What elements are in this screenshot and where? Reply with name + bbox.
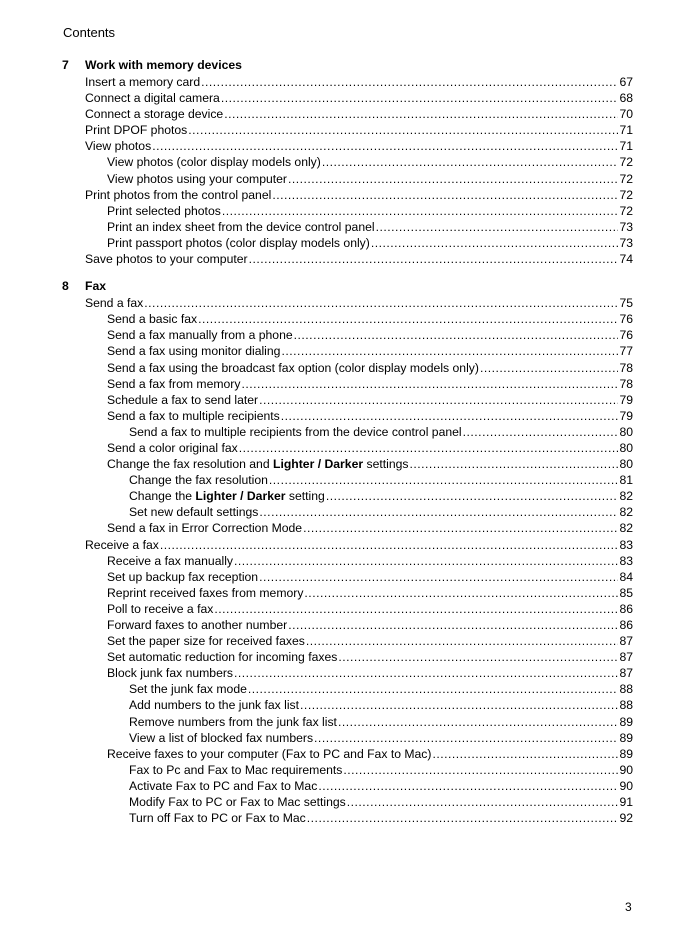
toc-page-number: 72 — [619, 203, 633, 218]
toc-entry[interactable] — [62, 601, 633, 617]
toc-entry-title — [107, 617, 287, 633]
toc-entry-text: Turn off Fax to PC or Fax to Mac — [129, 811, 306, 826]
toc-entry-title — [107, 649, 337, 665]
toc-page-number: 84 — [619, 569, 633, 584]
toc-entry-text: Set the junk fax mode — [129, 682, 247, 697]
toc-entry[interactable] — [62, 778, 633, 794]
toc-entry-title — [85, 106, 223, 122]
toc-entry[interactable] — [62, 187, 633, 203]
toc-entry-title — [129, 730, 313, 746]
toc-page-number: 76 — [619, 312, 633, 327]
toc-entry-title — [107, 154, 321, 170]
toc-entry-title — [85, 295, 143, 311]
dot-leader — [259, 504, 618, 520]
toc-entry-title — [129, 424, 462, 440]
toc-page-number: 83 — [619, 537, 633, 552]
dot-leader — [338, 714, 618, 730]
toc-page-number: 90 — [619, 762, 633, 777]
toc-entry-text: Print an index sheet from the device control panel — [107, 219, 375, 234]
toc-entry-text: Send a basic fax — [107, 312, 198, 327]
toc-entry-text: Send a fax in Error Correction Mode — [107, 521, 303, 536]
dot-leader — [318, 778, 618, 794]
dot-leader — [234, 553, 618, 569]
toc-entry-title — [107, 408, 280, 424]
toc-entry-title — [107, 456, 409, 472]
toc-entry-title — [85, 138, 151, 154]
toc-page-number: 81 — [619, 473, 633, 488]
toc-page-number: 91 — [619, 795, 633, 810]
toc-entry-text: Send a color original fax — [107, 440, 238, 455]
toc-page-number: 67 — [619, 75, 633, 89]
toc-page-number: 86 — [619, 601, 633, 616]
toc-entry-title — [129, 794, 346, 810]
toc-entry-bold-text: Lighter / Darker — [273, 457, 364, 472]
toc-entry-text: View photos using your computer — [107, 171, 287, 186]
toc-entry-text: Save photos to your computer — [85, 252, 248, 267]
toc-entry[interactable] — [62, 392, 633, 408]
toc-entry-text: Remove numbers from the junk fax list — [129, 714, 337, 729]
dot-leader — [198, 311, 618, 327]
toc-page-number: 73 — [619, 219, 633, 234]
toc-entry[interactable] — [62, 154, 633, 170]
toc-page-number: 71 — [619, 139, 633, 154]
toc-entry-title — [107, 203, 221, 219]
chapter-section — [62, 277, 633, 826]
toc-entry[interactable] — [62, 633, 633, 649]
dot-leader — [371, 235, 619, 251]
toc-page-number: 87 — [619, 634, 633, 649]
toc-entry[interactable] — [62, 251, 633, 267]
toc-entry-title — [107, 601, 213, 617]
page-header: Contents — [63, 25, 116, 40]
toc-entry-text: Send a fax — [85, 296, 144, 311]
toc-entry-title — [107, 440, 238, 456]
toc-entry-text: Print photos from the control panel — [85, 187, 272, 202]
dot-leader — [224, 106, 618, 122]
toc-entry-text: Send a fax using monitor dialing — [107, 344, 281, 359]
chapter-number: 8 — [62, 279, 69, 294]
toc-entry-text: Set new default settings — [129, 505, 259, 520]
dot-leader — [326, 488, 619, 504]
toc-entry-title — [85, 251, 248, 267]
toc-entry-text: Fax to Pc and Fax to Mac requirements — [129, 762, 343, 777]
dot-leader — [306, 633, 619, 649]
dot-leader — [201, 74, 618, 90]
toc-entry[interactable] — [62, 122, 633, 138]
dot-leader — [144, 295, 618, 311]
toc-page-number: 74 — [619, 252, 633, 267]
dot-leader — [294, 327, 619, 343]
toc-entry-text: Receive a fax — [85, 537, 159, 552]
toc-entry-text: Send a fax to multiple recipients from the device control panel — [129, 424, 462, 439]
toc-entry[interactable] — [62, 235, 633, 251]
toc-page-number: 71 — [619, 123, 633, 138]
dot-leader — [214, 601, 618, 617]
toc-entry-title — [107, 553, 233, 569]
toc-entry-text: Block junk fax numbers — [107, 666, 233, 681]
toc-page-number: 75 — [619, 296, 633, 311]
dot-leader — [303, 520, 618, 536]
dot-leader — [463, 424, 619, 440]
toc-entry-title — [85, 187, 271, 203]
toc-page-number: 82 — [619, 505, 633, 520]
toc-entry-text: Receive faxes to your computer (Fax to PC and Fax to Mac) — [107, 746, 432, 761]
dot-leader — [241, 376, 618, 392]
toc-entry-text: Send a fax using the broadcast fax option (color display models only) — [107, 360, 479, 375]
toc-page-number: 80 — [619, 457, 633, 472]
toc-entry-text: Print DPOF photos — [85, 123, 188, 138]
toc-entry-title — [85, 537, 159, 553]
toc-entry[interactable] — [62, 74, 633, 90]
toc-entry[interactable] — [62, 472, 633, 488]
toc-entry-title — [129, 778, 317, 794]
dot-leader — [239, 440, 619, 456]
dot-leader — [272, 187, 618, 203]
toc-page-number: 77 — [619, 344, 633, 359]
toc-entry-title — [107, 665, 233, 681]
toc-page-number: 80 — [619, 424, 633, 439]
dot-leader — [410, 456, 619, 472]
toc-entry[interactable] — [62, 456, 633, 472]
toc-entry[interactable] — [62, 408, 633, 424]
toc-entry[interactable] — [62, 762, 633, 778]
toc-entry[interactable] — [62, 171, 633, 187]
dot-leader — [249, 251, 619, 267]
toc-entry[interactable] — [62, 504, 633, 520]
toc-entry-text: Forward faxes to another number — [107, 618, 288, 632]
toc-entry-text: Send a fax to multiple recipients — [107, 408, 280, 423]
toc-page-number: 76 — [619, 328, 633, 343]
toc-entry-title — [85, 90, 220, 106]
toc-entry-text: Receive a fax manually — [107, 553, 233, 568]
dot-leader — [259, 392, 618, 408]
dot-leader — [300, 697, 618, 713]
toc-entry-title — [107, 235, 370, 251]
toc-entry-title — [129, 810, 306, 826]
dot-leader — [288, 617, 618, 633]
dot-leader — [343, 762, 618, 778]
toc-entry-text: Insert a memory card — [85, 75, 201, 89]
toc-entry[interactable] — [62, 665, 633, 681]
toc-page-number: 68 — [619, 91, 633, 106]
toc-entry-title — [107, 311, 197, 327]
toc-entry[interactable] — [62, 219, 633, 235]
toc-page-number: 72 — [619, 187, 633, 202]
toc-entry[interactable] — [62, 649, 633, 665]
toc-entry[interactable] — [62, 746, 633, 762]
toc-entry[interactable] — [62, 327, 633, 343]
toc-entry[interactable] — [62, 585, 633, 601]
toc-entry-text: Send a fax from memory — [107, 376, 241, 391]
dot-leader — [281, 343, 618, 359]
dot-leader — [222, 203, 619, 219]
toc-entry-text: Print passport photos (color display models only) — [107, 235, 370, 250]
dot-leader — [160, 537, 619, 553]
toc-entry-text: View photos (color display models only) — [107, 155, 321, 170]
toc-page-number: 89 — [619, 730, 633, 745]
chapter-section — [62, 56, 633, 267]
toc-entry-text: Set the paper size for received faxes — [107, 634, 305, 649]
toc-entry-text-suffix: setting — [285, 489, 325, 504]
toc-page-number: 70 — [619, 107, 633, 122]
chapter-title: Work with memory devices — [85, 58, 242, 72]
dot-leader — [188, 122, 618, 138]
toc-entry-title — [129, 697, 299, 713]
toc-entry[interactable] — [62, 311, 633, 327]
toc-page-number: 82 — [619, 489, 633, 504]
toc-page-number: 82 — [619, 521, 633, 536]
dot-leader — [314, 730, 618, 746]
toc-entry-text: Set up backup fax reception — [107, 569, 259, 584]
toc-page-number: 89 — [619, 714, 633, 729]
toc-entry[interactable] — [62, 488, 633, 504]
toc-page-number: 88 — [619, 682, 633, 697]
toc-entry-title — [107, 171, 287, 187]
toc-entry-text: Activate Fax to PC and Fax to Mac — [129, 778, 318, 793]
toc-entry[interactable] — [62, 106, 633, 122]
dot-leader — [338, 649, 618, 665]
toc-page-number: 79 — [619, 392, 633, 407]
toc-entry-title — [107, 327, 293, 343]
toc-entry[interactable] — [62, 810, 633, 826]
toc-entry[interactable] — [62, 203, 633, 219]
toc-entry[interactable] — [62, 681, 633, 697]
dot-leader — [221, 90, 619, 106]
toc-page-number: 79 — [619, 408, 633, 423]
chapter-heading[interactable] — [62, 277, 633, 295]
toc-entry[interactable] — [62, 520, 633, 536]
toc-entry-title — [107, 633, 305, 649]
dot-leader — [347, 794, 619, 810]
toc-entry[interactable] — [62, 714, 633, 730]
toc-page-number: 92 — [619, 811, 633, 826]
toc-entry[interactable] — [62, 138, 633, 154]
page-number: 3 — [625, 900, 632, 914]
toc-page-number: 83 — [619, 553, 633, 568]
toc-entry-title — [107, 376, 240, 392]
toc-page-number: 87 — [619, 650, 633, 665]
toc-entry-text: Change the fax resolution and — [107, 457, 274, 472]
toc-entry-title — [107, 746, 431, 762]
toc-entry-title — [129, 488, 325, 504]
dot-leader — [269, 472, 619, 488]
chapter-number: 7 — [62, 58, 69, 72]
dot-leader — [152, 138, 618, 154]
toc-entry-text: Send a fax manually from a phone — [107, 328, 293, 343]
toc-entry-text: Print selected photos — [107, 203, 221, 218]
toc-entry[interactable] — [62, 360, 633, 376]
toc-entry[interactable] — [62, 440, 633, 456]
dot-leader — [281, 408, 619, 424]
toc-page-number: 85 — [619, 585, 633, 600]
toc-page-number: 72 — [619, 171, 633, 186]
toc-page-number: 89 — [619, 746, 633, 761]
dot-leader — [304, 585, 618, 601]
toc-entry-text: Poll to receive a fax — [107, 601, 214, 616]
dot-leader — [307, 810, 619, 826]
toc-entry[interactable] — [62, 730, 633, 746]
toc-entry-text: View photos — [85, 139, 152, 154]
toc-entry-title — [107, 585, 303, 601]
toc-entry-text: Modify Fax to PC or Fax to Mac settings — [129, 795, 346, 810]
toc-entry[interactable] — [62, 424, 633, 440]
toc-entry-title — [107, 219, 375, 235]
toc-entry-text: Change the — [129, 489, 196, 504]
toc-entry[interactable] — [62, 90, 633, 106]
toc-page-number: 80 — [619, 440, 633, 455]
toc-entry[interactable] — [62, 343, 633, 359]
dot-leader — [376, 219, 619, 235]
toc-entry[interactable] — [62, 569, 633, 585]
toc-page-number: 88 — [619, 698, 633, 713]
toc-entry[interactable] — [62, 697, 633, 713]
toc-page-number: 87 — [619, 666, 633, 681]
toc-entry-text: View a list of blocked fax numbers — [129, 730, 314, 745]
dot-leader — [248, 681, 619, 697]
toc-entry-bold-text: Lighter / Darker — [195, 489, 286, 504]
toc-entry-title — [85, 74, 200, 90]
toc-page-number: 72 — [619, 155, 633, 170]
toc-entry[interactable] — [62, 537, 633, 553]
toc-entry-title — [107, 343, 280, 359]
dot-leader — [432, 746, 618, 762]
toc-entry[interactable] — [62, 295, 633, 311]
toc-entry-text: Connect a digital camera — [85, 91, 220, 106]
toc-entry[interactable] — [62, 553, 633, 569]
toc-entry[interactable] — [62, 376, 633, 392]
toc-entry-text: Change the fax resolution — [129, 473, 268, 488]
chapter-title: Fax — [85, 279, 107, 294]
toc-entry-title — [129, 472, 268, 488]
table-of-contents — [62, 56, 633, 830]
toc-entry-text-suffix: settings — [363, 457, 409, 472]
toc-entry-title — [107, 569, 258, 585]
toc-entry-title — [129, 504, 258, 520]
toc-entry[interactable] — [62, 617, 633, 633]
toc-page-number: 90 — [619, 778, 633, 793]
toc-page-number: 86 — [619, 618, 633, 632]
toc-entry-text: Set automatic reduction for incoming faxes — [107, 650, 338, 665]
chapter-heading[interactable] — [62, 56, 633, 74]
toc-entry-title — [107, 520, 302, 536]
toc-entry-text: Reprint received faxes from memory — [107, 585, 304, 600]
toc-page-number: 73 — [619, 235, 633, 250]
dot-leader — [234, 665, 618, 681]
toc-entry-text: Add numbers to the junk fax list — [129, 698, 300, 713]
toc-entry-title — [129, 714, 337, 730]
dot-leader — [322, 154, 619, 170]
toc-entry-text: Schedule a fax to send later — [107, 392, 259, 407]
toc-entry-title — [129, 762, 342, 778]
toc-page-number: 78 — [619, 360, 633, 375]
dot-leader — [259, 569, 618, 585]
toc-entry-title — [85, 122, 187, 138]
toc-entry-title — [107, 392, 258, 408]
toc-entry[interactable] — [62, 794, 633, 810]
toc-entry-title — [129, 681, 247, 697]
toc-entry-title — [107, 360, 479, 376]
dot-leader — [288, 171, 618, 187]
toc-entry-text: Connect a storage device — [85, 107, 224, 122]
toc-page-number: 78 — [619, 376, 633, 391]
dot-leader — [480, 360, 619, 376]
